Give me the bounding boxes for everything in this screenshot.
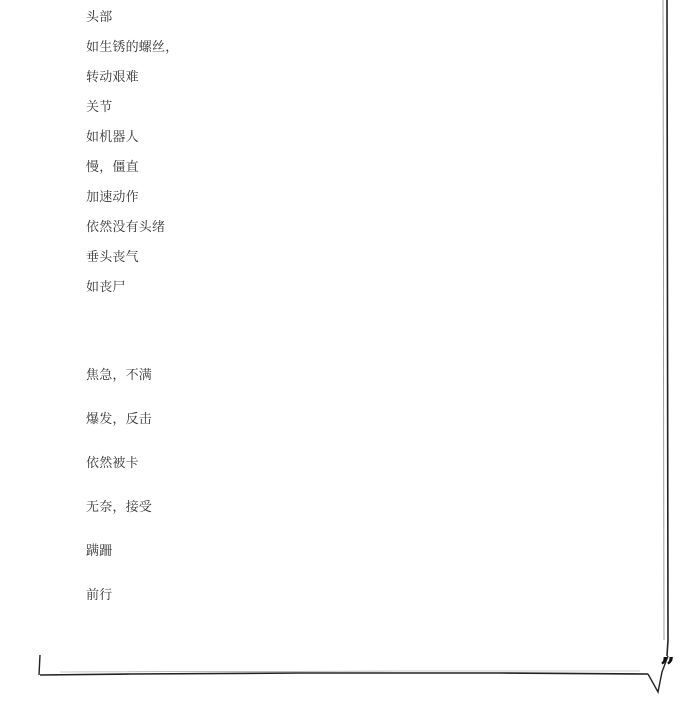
poem-line: 垂头丧气 (86, 250, 139, 265)
poem-line: 蹒跚 (86, 544, 113, 559)
frame-right-edge (667, 0, 668, 656)
poem-line: 如丧尸 (86, 280, 126, 295)
frame-right-edge-inner (663, 0, 664, 640)
poem-line: 前行 (86, 588, 113, 603)
poem-line: 无奈，接受 (86, 500, 153, 515)
poem-line: 关节 (86, 100, 113, 115)
poem-line: 加速动作 (86, 190, 139, 205)
frame-bottom-edge (40, 673, 648, 675)
closing-quote-mark: ” (660, 653, 675, 683)
poem-line: 如生锈的螺丝， (86, 40, 179, 55)
poem-line: 转动艰难 (86, 70, 139, 85)
poem-line: 依然没有头绪 (86, 220, 166, 235)
frame-left-tick (39, 655, 40, 675)
poem-line: 头部 (86, 10, 113, 25)
poem-line: 依然被卡 (86, 456, 139, 471)
poem-line: 慢，僵直 (86, 160, 139, 175)
poem-line: 如机器人 (86, 130, 139, 145)
frame-bottom-edge-inner (60, 671, 640, 672)
frame-corner-tail (648, 656, 668, 692)
poem-line: 爆发，反击 (86, 412, 153, 427)
poem-line: 焦急，不满 (86, 368, 153, 383)
